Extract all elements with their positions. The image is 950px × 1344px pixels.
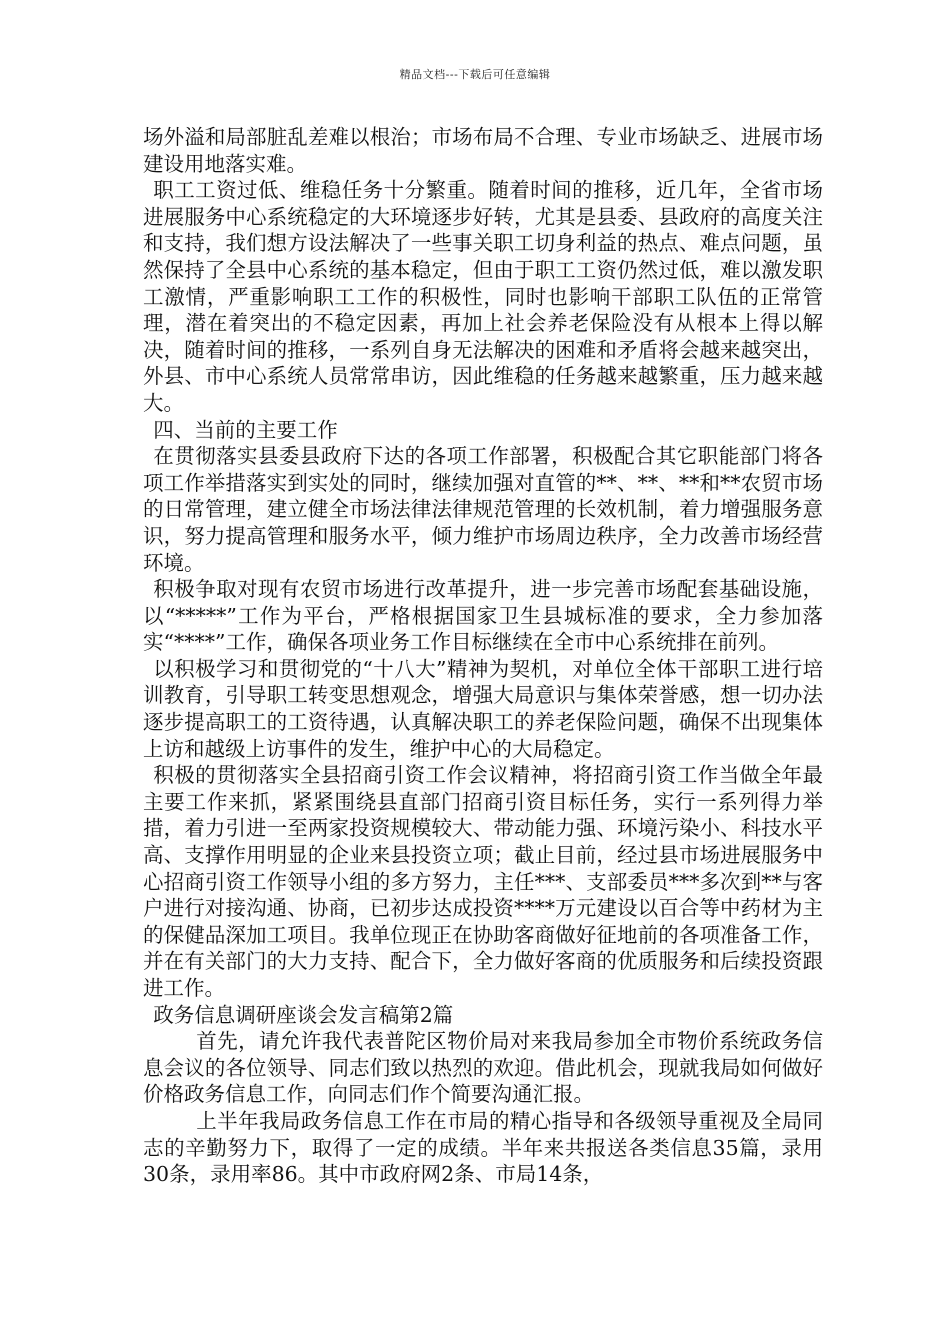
document-body	[143, 124, 823, 1188]
paragraph: 以积极学习和贯彻党的“十八大”精神为契机，对单位全体干部职工进行培训教育，引导职工转变思想观念，增强大局意识与集体荣誉感，想一切办法逐步提高职工的工资待遇，认真解决职工的养老保险问题，确保不出现集体上访和越级上访事件的发生，维护中心的大局稳定。	[143, 656, 823, 761]
article-title: 政务信息调研座谈会发言稿第2篇	[153, 1002, 454, 1027]
page-header: 精品文档---下载后可任意编辑	[399, 68, 551, 81]
section-heading: 四、当前的主要工作	[153, 417, 338, 442]
paragraph: 职工工资过低、维稳任务十分繁重。随着时间的推移，近几年，全省市场进展服务中心系统稳定的大环境逐步好转，尤其是县委、县政府的高度关注和支持，我们想方设法解决了一些事关职工切身利益的热点、难点问题，虽然保持了全县中心系统的基本稳定，但由于职工工资仍然过低，难以激发职工激情，严重影响职工工作的积极性，同时也影响干部职工队伍的正常管理，潜在着突出的不稳定因素，再加上社会养老保险没有从根本上得以解决，随着时间的推移，一系列自身无法解决的困难和矛盾将会越来越突出，外县、市中心系统人员常常串访，因此维稳的任务越来越繁重，压力越来越大。	[143, 178, 823, 415]
paragraph: 积极争取对现有农贸市场进行改革提升，进一步完善市场配套基础设施，以“*****”工作为平台，严格根据国家卫生县城标准的要求，全力参加落实“****”工作，确保各项业务工作目标继续在全市中心系统排在前列。	[143, 577, 823, 655]
paragraph: 场外溢和局部脏乱差难以根治；市场布局不合理、专业市场缺乏、进展市场建设用地落实难。	[143, 125, 823, 176]
paragraph: 在贯彻落实县委县政府下达的各项工作部署，积极配合其它职能部门将各项工作举措落实到实处的同时，继续加强对直管的**、**、**和**农贸市场的日常管理，建立健全市场法律法律规范管理的长效机制，着力增强服务意识，努力提高管理和服务水平，倾力维护市场周边秩序，全力改善市场经营环境。	[143, 444, 823, 575]
paragraph: 积极的贯彻落实全县招商引资工作会议精神，将招商引资工作当做全年最主要工作来抓，紧紧围绕县直部门招商引资目标任务，实行一系列得力举措，着力引进一至两家投资规模较大、带动能力强、环境污染小、科技水平高、支撑作用明显的企业来县投资立项；截止目前，经过县市场进展服务中心招商引资工作领导小组的多方努力，主任***、支部委员***多次到**与客户进行对接沟通、协商，已初步达成投资****万元建设以百合等中药材为主的保健品深加工项目。我单位现正在协助客商做好征地前的各项准备工作，并在有关部门的大力支持、配合下，全力做好客商的优质服务和后续投资跟进工作。	[143, 763, 823, 1000]
paragraph: 上半年我局政务信息工作在市局的精心指导和各级领导重视及全局同志的辛勤努力下，取得了一定的成绩。半年来共报送各类信息35篇，录用30条，录用率86。其中市政府网2条、市局14条，	[143, 1108, 823, 1187]
paragraph: 首先，请允许我代表普陀区物价局对来我局参加全市物价系统政务信息会议的各位领导、同志们致以热烈的欢迎。借此机会，现就我局如何做好价格政务信息工作，向同志们作个简要沟通汇报。	[143, 1029, 823, 1107]
